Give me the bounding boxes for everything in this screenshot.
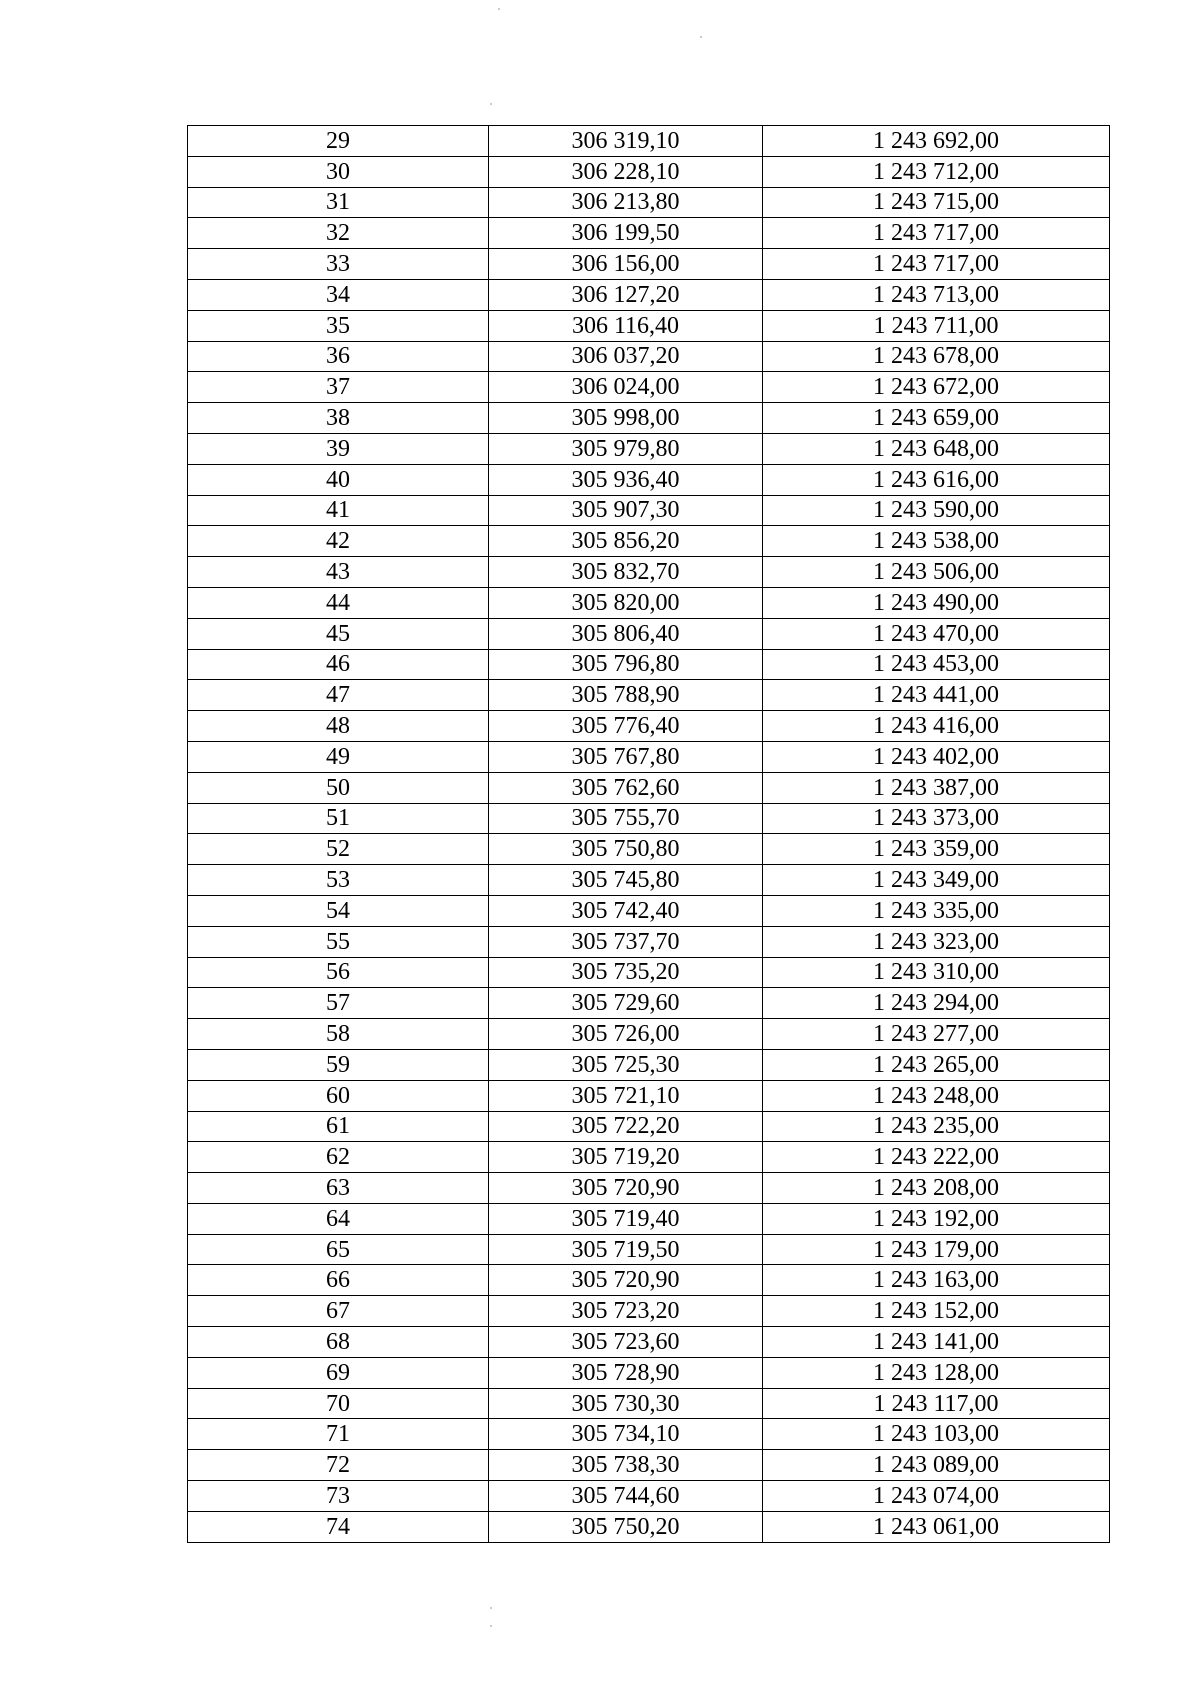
table-row [188, 310, 1110, 341]
table-row [188, 1388, 1110, 1419]
table-row [188, 618, 1110, 649]
y-coordinate-cell: 1 243 715,00 [763, 187, 1110, 218]
table-row [188, 895, 1110, 926]
y-coordinate-cell: 1 243 441,00 [763, 680, 1110, 711]
coordinates-table [187, 125, 1110, 1543]
point-number-cell: 59 [188, 1049, 489, 1080]
x-coordinate-cell: 305 820,00 [489, 587, 763, 618]
table-row [188, 587, 1110, 618]
table-row [188, 1357, 1110, 1388]
point-number-cell: 43 [188, 557, 489, 588]
table-row [188, 341, 1110, 372]
x-coordinate-cell: 305 776,40 [489, 711, 763, 742]
point-number-cell: 74 [188, 1511, 489, 1542]
table-row [188, 433, 1110, 464]
x-coordinate-cell: 306 127,20 [489, 279, 763, 310]
point-number-cell: 69 [188, 1357, 489, 1388]
table-row [188, 1080, 1110, 1111]
x-coordinate-cell: 305 738,30 [489, 1450, 763, 1481]
point-number-cell: 40 [188, 464, 489, 495]
point-number-cell: 41 [188, 495, 489, 526]
y-coordinate-cell: 1 243 373,00 [763, 803, 1110, 834]
table-row [188, 926, 1110, 957]
point-number-cell: 57 [188, 988, 489, 1019]
point-number-cell: 68 [188, 1327, 489, 1358]
x-coordinate-cell: 306 199,50 [489, 218, 763, 249]
point-number-cell: 70 [188, 1388, 489, 1419]
table-row [188, 865, 1110, 896]
point-number-cell: 71 [188, 1419, 489, 1450]
x-coordinate-cell: 305 762,60 [489, 772, 763, 803]
point-number-cell: 29 [188, 126, 489, 157]
x-coordinate-cell: 305 720,90 [489, 1265, 763, 1296]
x-coordinate-cell: 305 728,90 [489, 1357, 763, 1388]
y-coordinate-cell: 1 243 335,00 [763, 895, 1110, 926]
table-row [188, 526, 1110, 557]
x-coordinate-cell: 306 319,10 [489, 126, 763, 157]
table-row [188, 1234, 1110, 1265]
y-coordinate-cell: 1 243 648,00 [763, 433, 1110, 464]
point-number-cell: 55 [188, 926, 489, 957]
x-coordinate-cell: 305 719,40 [489, 1203, 763, 1234]
table-row [188, 711, 1110, 742]
table-row [188, 403, 1110, 434]
point-number-cell: 37 [188, 372, 489, 403]
x-coordinate-cell: 305 856,20 [489, 526, 763, 557]
scan-speck [490, 1607, 492, 1609]
y-coordinate-cell: 1 243 192,00 [763, 1203, 1110, 1234]
point-number-cell: 73 [188, 1481, 489, 1512]
x-coordinate-cell: 306 213,80 [489, 187, 763, 218]
table-row [188, 772, 1110, 803]
y-coordinate-cell: 1 243 179,00 [763, 1234, 1110, 1265]
table-row [188, 1481, 1110, 1512]
table-row [188, 249, 1110, 280]
x-coordinate-cell: 305 998,00 [489, 403, 763, 434]
y-coordinate-cell: 1 243 672,00 [763, 372, 1110, 403]
y-coordinate-cell: 1 243 713,00 [763, 279, 1110, 310]
point-number-cell: 52 [188, 834, 489, 865]
x-coordinate-cell: 305 720,90 [489, 1173, 763, 1204]
x-coordinate-cell: 306 037,20 [489, 341, 763, 372]
y-coordinate-cell: 1 243 277,00 [763, 1019, 1110, 1050]
x-coordinate-cell: 305 719,20 [489, 1142, 763, 1173]
x-coordinate-cell: 305 755,70 [489, 803, 763, 834]
table-row [188, 1419, 1110, 1450]
x-coordinate-cell: 306 116,40 [489, 310, 763, 341]
point-number-cell: 54 [188, 895, 489, 926]
table-row [188, 834, 1110, 865]
point-number-cell: 30 [188, 156, 489, 187]
x-coordinate-cell: 305 734,10 [489, 1419, 763, 1450]
y-coordinate-cell: 1 243 235,00 [763, 1111, 1110, 1142]
y-coordinate-cell: 1 243 061,00 [763, 1511, 1110, 1542]
y-coordinate-cell: 1 243 141,00 [763, 1327, 1110, 1358]
x-coordinate-cell: 305 907,30 [489, 495, 763, 526]
table-row [188, 988, 1110, 1019]
y-coordinate-cell: 1 243 717,00 [763, 249, 1110, 280]
point-number-cell: 67 [188, 1296, 489, 1327]
x-coordinate-cell: 305 723,60 [489, 1327, 763, 1358]
table-row [188, 372, 1110, 403]
y-coordinate-cell: 1 243 265,00 [763, 1049, 1110, 1080]
point-number-cell: 64 [188, 1203, 489, 1234]
y-coordinate-cell: 1 243 208,00 [763, 1173, 1110, 1204]
x-coordinate-cell: 305 796,80 [489, 649, 763, 680]
y-coordinate-cell: 1 243 717,00 [763, 218, 1110, 249]
y-coordinate-cell: 1 243 692,00 [763, 126, 1110, 157]
y-coordinate-cell: 1 243 402,00 [763, 741, 1110, 772]
table-row [188, 156, 1110, 187]
point-number-cell: 62 [188, 1142, 489, 1173]
point-number-cell: 63 [188, 1173, 489, 1204]
table-row [188, 803, 1110, 834]
y-coordinate-cell: 1 243 616,00 [763, 464, 1110, 495]
y-coordinate-cell: 1 243 128,00 [763, 1357, 1110, 1388]
x-coordinate-cell: 305 730,30 [489, 1388, 763, 1419]
table-row [188, 1265, 1110, 1296]
x-coordinate-cell: 305 722,20 [489, 1111, 763, 1142]
point-number-cell: 38 [188, 403, 489, 434]
table-row [188, 1019, 1110, 1050]
point-number-cell: 39 [188, 433, 489, 464]
table-row [188, 1296, 1110, 1327]
y-coordinate-cell: 1 243 506,00 [763, 557, 1110, 588]
x-coordinate-cell: 305 725,30 [489, 1049, 763, 1080]
point-number-cell: 49 [188, 741, 489, 772]
y-coordinate-cell: 1 243 712,00 [763, 156, 1110, 187]
scan-speck [490, 103, 492, 105]
point-number-cell: 60 [188, 1080, 489, 1111]
point-number-cell: 36 [188, 341, 489, 372]
point-number-cell: 47 [188, 680, 489, 711]
point-number-cell: 45 [188, 618, 489, 649]
table-row [188, 1511, 1110, 1542]
table-row [188, 557, 1110, 588]
y-coordinate-cell: 1 243 490,00 [763, 587, 1110, 618]
y-coordinate-cell: 1 243 323,00 [763, 926, 1110, 957]
x-coordinate-cell: 305 788,90 [489, 680, 763, 711]
x-coordinate-cell: 305 745,80 [489, 865, 763, 896]
point-number-cell: 61 [188, 1111, 489, 1142]
x-coordinate-cell: 305 750,20 [489, 1511, 763, 1542]
y-coordinate-cell: 1 243 294,00 [763, 988, 1110, 1019]
y-coordinate-cell: 1 243 222,00 [763, 1142, 1110, 1173]
table-row [188, 741, 1110, 772]
x-coordinate-cell: 305 979,80 [489, 433, 763, 464]
y-coordinate-cell: 1 243 248,00 [763, 1080, 1110, 1111]
x-coordinate-cell: 305 750,80 [489, 834, 763, 865]
coordinates-table-body [188, 126, 1110, 1543]
y-coordinate-cell: 1 243 538,00 [763, 526, 1110, 557]
y-coordinate-cell: 1 243 163,00 [763, 1265, 1110, 1296]
y-coordinate-cell: 1 243 349,00 [763, 865, 1110, 896]
x-coordinate-cell: 305 729,60 [489, 988, 763, 1019]
y-coordinate-cell: 1 243 152,00 [763, 1296, 1110, 1327]
x-coordinate-cell: 305 723,20 [489, 1296, 763, 1327]
table-row [188, 218, 1110, 249]
point-number-cell: 31 [188, 187, 489, 218]
x-coordinate-cell: 305 806,40 [489, 618, 763, 649]
x-coordinate-cell: 305 742,40 [489, 895, 763, 926]
x-coordinate-cell: 306 024,00 [489, 372, 763, 403]
y-coordinate-cell: 1 243 416,00 [763, 711, 1110, 742]
y-coordinate-cell: 1 243 089,00 [763, 1450, 1110, 1481]
x-coordinate-cell: 305 735,20 [489, 957, 763, 988]
y-coordinate-cell: 1 243 387,00 [763, 772, 1110, 803]
point-number-cell: 34 [188, 279, 489, 310]
table-row [188, 1111, 1110, 1142]
x-coordinate-cell: 305 721,10 [489, 1080, 763, 1111]
point-number-cell: 35 [188, 310, 489, 341]
point-number-cell: 58 [188, 1019, 489, 1050]
table-row [188, 187, 1110, 218]
table-row [188, 1327, 1110, 1358]
y-coordinate-cell: 1 243 659,00 [763, 403, 1110, 434]
x-coordinate-cell: 305 726,00 [489, 1019, 763, 1050]
table-row [188, 495, 1110, 526]
point-number-cell: 56 [188, 957, 489, 988]
x-coordinate-cell: 305 737,70 [489, 926, 763, 957]
point-number-cell: 65 [188, 1234, 489, 1265]
y-coordinate-cell: 1 243 678,00 [763, 341, 1110, 372]
table-row [188, 126, 1110, 157]
point-number-cell: 66 [188, 1265, 489, 1296]
point-number-cell: 46 [188, 649, 489, 680]
table-row [188, 279, 1110, 310]
scan-speck [700, 36, 702, 38]
point-number-cell: 53 [188, 865, 489, 896]
y-coordinate-cell: 1 243 310,00 [763, 957, 1110, 988]
table-row [188, 1173, 1110, 1204]
point-number-cell: 32 [188, 218, 489, 249]
x-coordinate-cell: 305 767,80 [489, 741, 763, 772]
point-number-cell: 33 [188, 249, 489, 280]
y-coordinate-cell: 1 243 103,00 [763, 1419, 1110, 1450]
y-coordinate-cell: 1 243 074,00 [763, 1481, 1110, 1512]
point-number-cell: 72 [188, 1450, 489, 1481]
table-row [188, 957, 1110, 988]
point-number-cell: 42 [188, 526, 489, 557]
table-row [188, 1142, 1110, 1173]
table-row [188, 649, 1110, 680]
y-coordinate-cell: 1 243 359,00 [763, 834, 1110, 865]
x-coordinate-cell: 306 156,00 [489, 249, 763, 280]
x-coordinate-cell: 305 832,70 [489, 557, 763, 588]
y-coordinate-cell: 1 243 453,00 [763, 649, 1110, 680]
y-coordinate-cell: 1 243 711,00 [763, 310, 1110, 341]
table-row [188, 1049, 1110, 1080]
x-coordinate-cell: 305 936,40 [489, 464, 763, 495]
y-coordinate-cell: 1 243 590,00 [763, 495, 1110, 526]
x-coordinate-cell: 306 228,10 [489, 156, 763, 187]
table-row [188, 680, 1110, 711]
y-coordinate-cell: 1 243 117,00 [763, 1388, 1110, 1419]
table-row [188, 1203, 1110, 1234]
scan-speck [498, 8, 500, 10]
scan-speck [490, 1625, 492, 1627]
table-row [188, 464, 1110, 495]
y-coordinate-cell: 1 243 470,00 [763, 618, 1110, 649]
table-row [188, 1450, 1110, 1481]
point-number-cell: 44 [188, 587, 489, 618]
point-number-cell: 51 [188, 803, 489, 834]
x-coordinate-cell: 305 744,60 [489, 1481, 763, 1512]
x-coordinate-cell: 305 719,50 [489, 1234, 763, 1265]
point-number-cell: 48 [188, 711, 489, 742]
point-number-cell: 50 [188, 772, 489, 803]
